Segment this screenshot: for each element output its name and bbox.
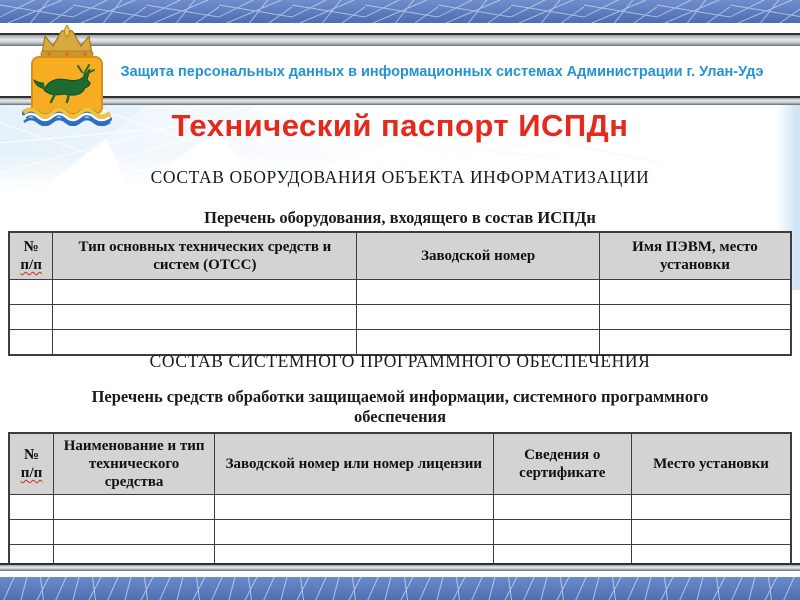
col-header-pc: Имя ПЭВМ, место установки — [599, 232, 791, 280]
col-header-name: Наименование и тип технического средства — [54, 433, 215, 495]
table-empty-cell[interactable] — [9, 520, 54, 545]
bottom-banner-pattern — [0, 577, 800, 600]
col-header-num — [9, 232, 53, 280]
table-empty-cell[interactable] — [631, 495, 791, 520]
software-section-heading: СОСТАВ СИСТЕМНОГО ПРОГРАММНОГО ОБЕСПЕЧЕНИЯ — [149, 351, 651, 371]
equipment-table-header-row — [9, 232, 791, 280]
col-header-place: Место установки — [631, 433, 791, 495]
software-table-header-row — [9, 433, 791, 495]
page-title: Технический паспорт ИСПДн — [171, 108, 629, 143]
num-line1: № — [23, 447, 40, 463]
top-banner-pattern — [0, 0, 800, 23]
col-header-serial: Заводской номер — [357, 232, 599, 280]
table-empty-cell[interactable] — [53, 305, 357, 330]
table-row — [9, 520, 791, 545]
table-empty-cell[interactable] — [631, 520, 791, 545]
col-header-type: Тип основных технических средств и систем (ОТСС) — [53, 232, 357, 280]
slide-header-title: Защита персональных данных в информационных системах Администрации г. Улан-Удэ — [120, 64, 764, 80]
table-empty-cell[interactable] — [357, 280, 599, 305]
software-table — [8, 432, 792, 571]
table-empty-cell[interactable] — [493, 495, 631, 520]
equipment-section-subheading: Перечень оборудования, входящего в состав ИСПДн — [204, 208, 596, 227]
crown-icon — [41, 25, 93, 57]
col-header-cert: Сведения о сертификате — [493, 433, 631, 495]
table-empty-cell[interactable] — [9, 495, 54, 520]
table-empty-cell[interactable] — [215, 520, 493, 545]
header-divider-bar-bottom — [0, 96, 800, 105]
table-empty-cell[interactable] — [53, 280, 357, 305]
footer-divider-bar — [0, 563, 800, 571]
equipment-table — [8, 231, 792, 356]
col-header-serial: Заводской номер или номер лицензии — [215, 433, 493, 495]
num-line1: № — [23, 239, 39, 255]
table-empty-cell[interactable] — [599, 280, 791, 305]
table-empty-cell[interactable] — [357, 305, 599, 330]
header-divider-bar-top — [0, 33, 800, 46]
table-empty-cell[interactable] — [54, 495, 215, 520]
equipment-section-heading: СОСТАВ ОБОРУДОВАНИЯ ОБЪЕКТА ИНФОРМАТИЗАЦИИ — [150, 167, 650, 187]
num-line2: п/п — [20, 465, 43, 481]
table-empty-cell[interactable] — [9, 280, 53, 305]
table-empty-cell[interactable] — [215, 495, 493, 520]
table-row — [9, 305, 791, 330]
table-empty-cell[interactable] — [54, 520, 215, 545]
software-section-subheading: Перечень средств обработки защищаемой информации, системного программного обеспечения — [91, 387, 709, 426]
table-row — [9, 495, 791, 520]
col-header-num — [9, 433, 54, 495]
table-empty-cell[interactable] — [9, 305, 53, 330]
table-empty-cell[interactable] — [599, 305, 791, 330]
table-row — [9, 280, 791, 305]
num-line2: п/п — [20, 257, 42, 273]
coat-of-arms-logo — [22, 24, 112, 126]
table-empty-cell[interactable] — [493, 520, 631, 545]
